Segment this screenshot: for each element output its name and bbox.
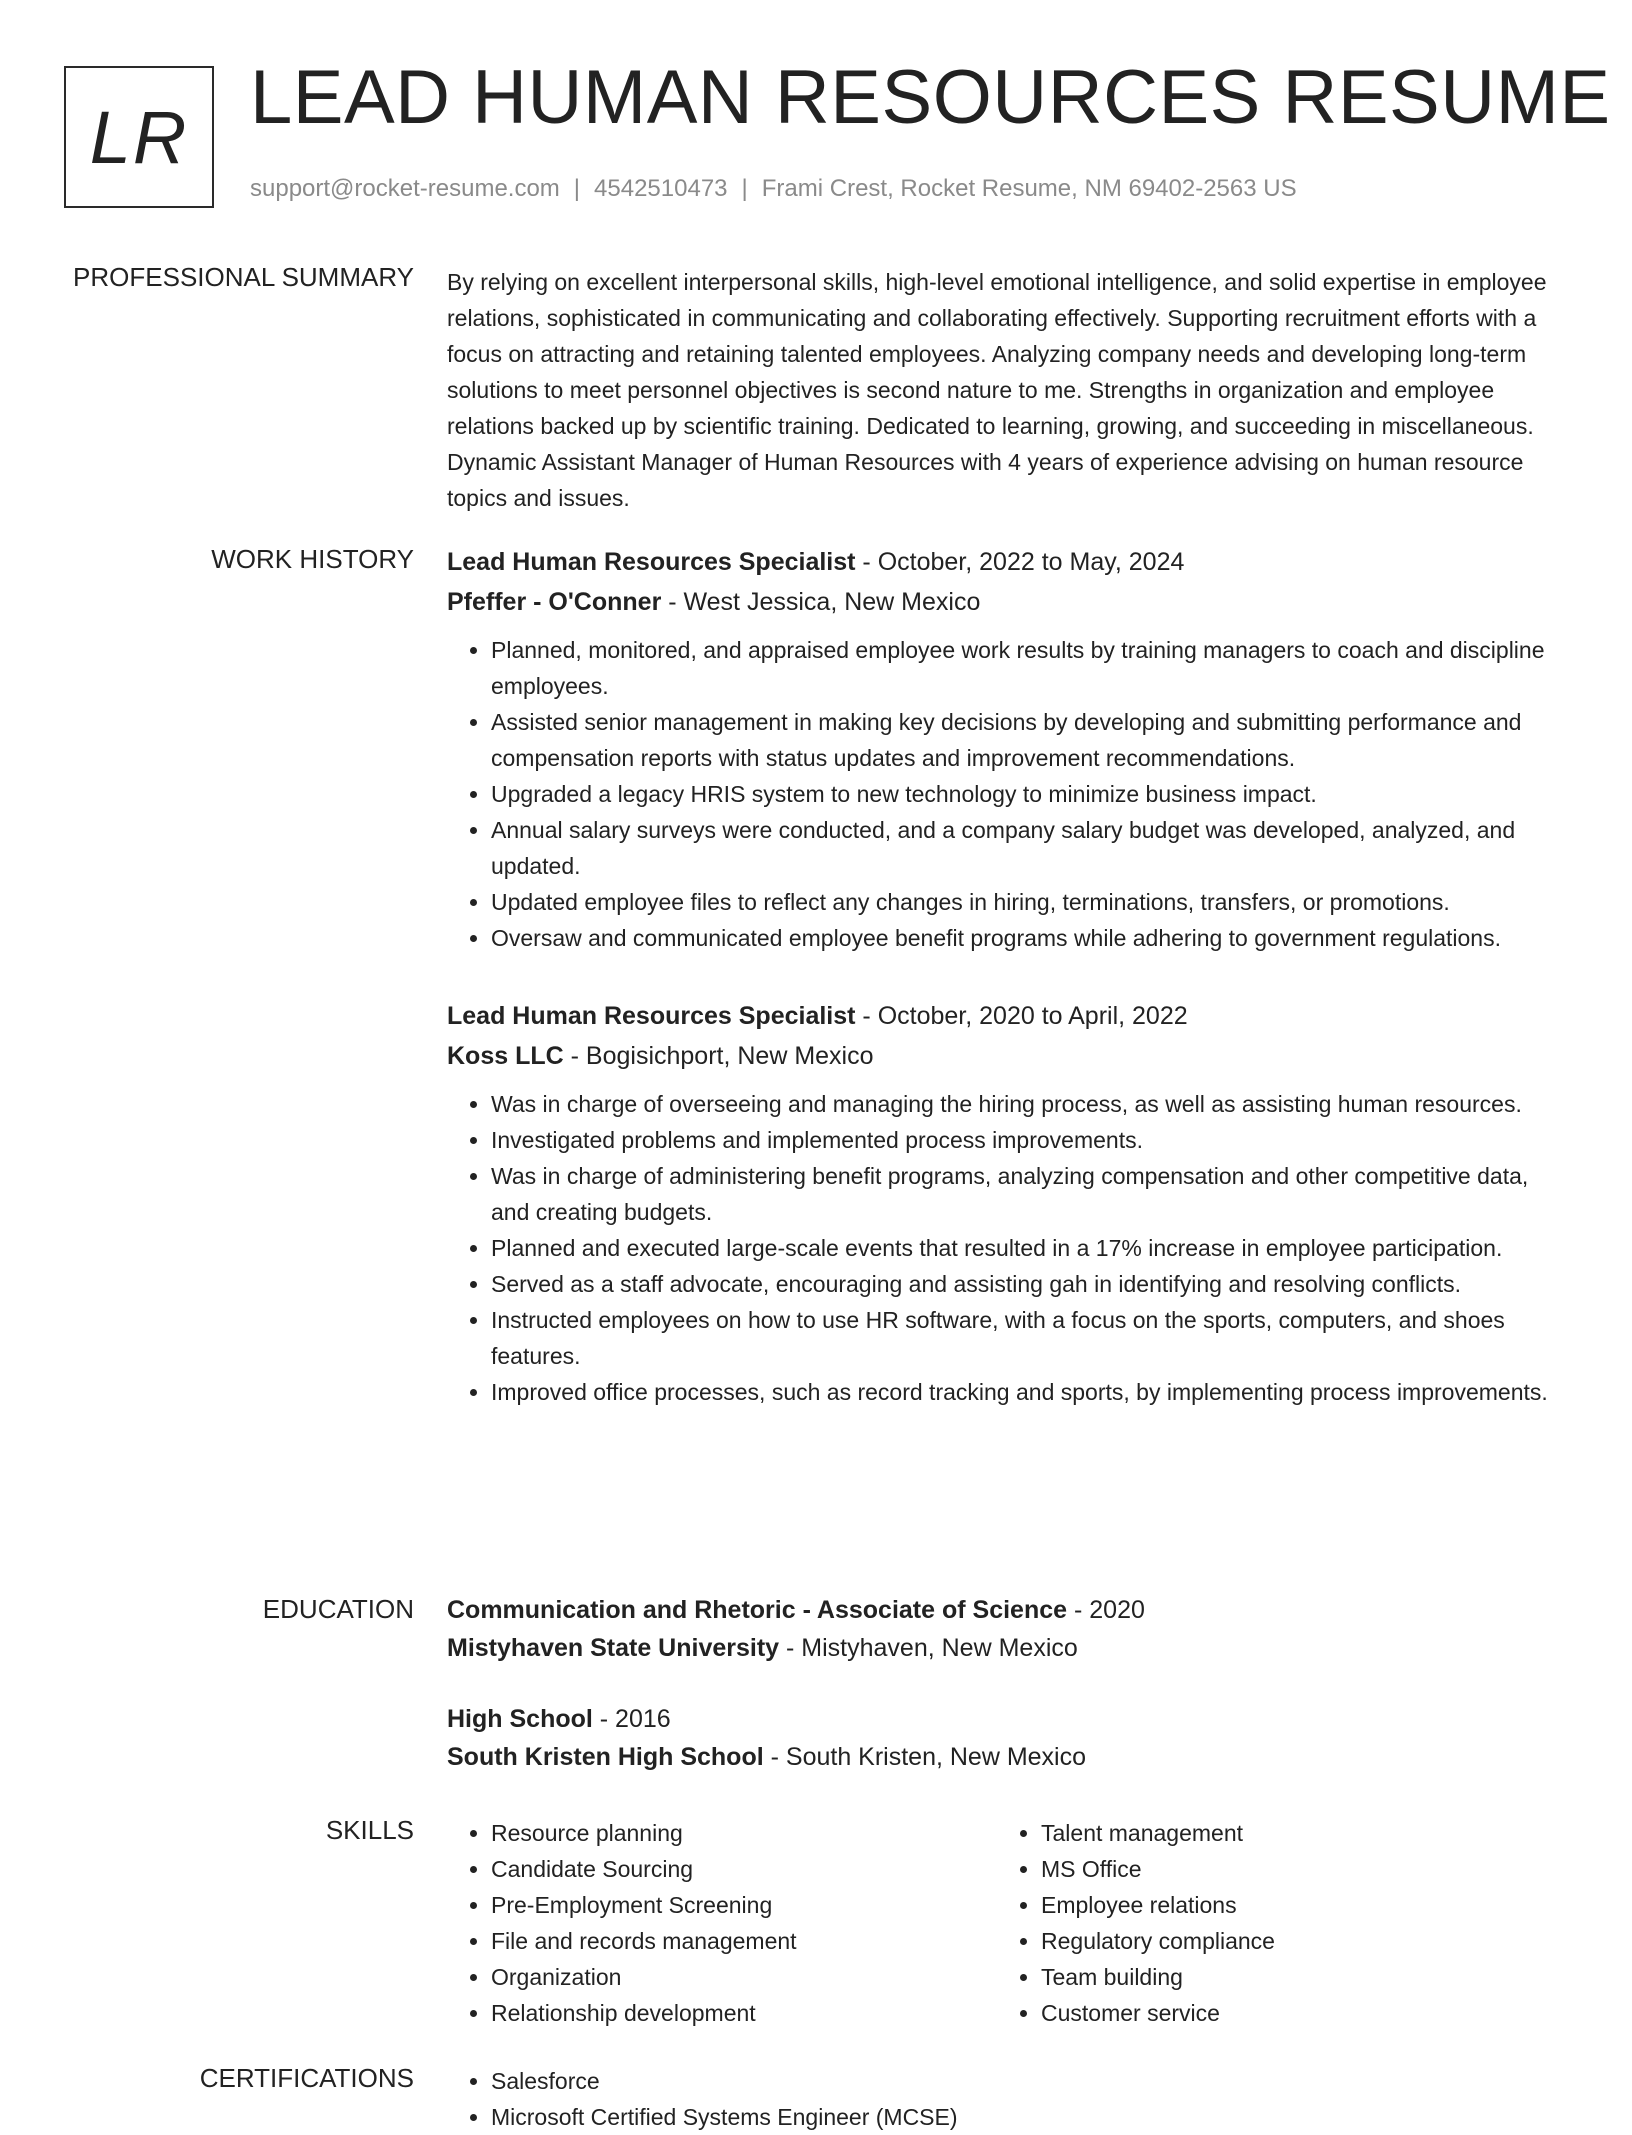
certifications-body xyxy=(447,2063,1567,2135)
contact-separator: | xyxy=(573,175,581,202)
skills-list-left xyxy=(447,1815,997,2031)
list-item: • Relationship development xyxy=(491,1995,997,2031)
resume-title: LEAD HUMAN RESOURCES RESUME xyxy=(250,55,1611,140)
skills-body xyxy=(447,1815,1567,2031)
list-item: • Was in charge of administering benefit programs, analyzing compensation and other competitive data, and creating budgets. xyxy=(491,1158,1567,1230)
job-dates: - October, 2022 to May, 2024 xyxy=(855,548,1185,576)
section-label-summary: PROFESSIONAL SUMMARY xyxy=(73,262,414,292)
list-item: • Oversaw and communicated employee benefit programs while adhering to government regulations. xyxy=(491,920,1567,956)
skills-columns xyxy=(447,1815,1567,2031)
list-item: • Planned, monitored, and appraised employee work results by training managers to coach and discipline employees. xyxy=(491,632,1567,704)
skills-list-right xyxy=(997,1815,1275,2031)
list-item: • Was in charge of overseeing and managing the hiring process, as well as assisting human resources. xyxy=(491,1086,1567,1122)
list-item: • Employee relations xyxy=(1041,1887,1275,1923)
job-company-line xyxy=(447,582,1567,622)
list-item: • Pre-Employment Screening xyxy=(491,1887,997,1923)
job-entry xyxy=(447,996,1567,1410)
list-item: • Resource planning xyxy=(491,1815,997,1851)
education-year: - 2020 xyxy=(1067,1596,1145,1624)
list-item: • File and records management xyxy=(491,1923,997,1959)
contact-separator: | xyxy=(741,175,748,202)
job-entry xyxy=(447,542,1567,956)
job-company: Koss LLC xyxy=(447,1042,564,1070)
list-item: • Assisted senior management in making key decisions by developing and submitting performance and compensation reports with status updates and improvement recommendations. xyxy=(491,704,1567,776)
education-entry xyxy=(447,1591,1567,1667)
education-entry xyxy=(447,1700,1567,1776)
job-location: - West Jessica, New Mexico xyxy=(661,588,981,616)
section-label-work-history: WORK HISTORY xyxy=(211,544,414,574)
job-bullets xyxy=(447,1086,1567,1410)
job-bullets xyxy=(447,632,1567,956)
job-title-line xyxy=(447,542,1567,582)
section-label-certifications: CERTIFICATIONS xyxy=(199,2063,414,2093)
contact-line xyxy=(250,175,1297,203)
resume-header xyxy=(0,0,1632,250)
education-location: - Mistyhaven, New Mexico xyxy=(779,1634,1078,1662)
job-company-line xyxy=(447,1036,1567,1076)
summary-text: By relying on excellent interpersonal skills, high-level emotional intelligence, and solid expertise in employee relations, sophisticated in communicating and collaborating effectively. Supporting recruitment efforts with a focus on attracting and retaining talented employees. Analyzing company needs and developing long-term solutions to meet personnel objectives is second nature to me. Strengths in organization and employee relations backed up by scientific training. Dedicated to learning, growing, and succeeding in miscellaneous. Dynamic Assistant Manager of Human Resources with 4 years of experience advising on human resource topics and issues. xyxy=(447,269,1547,511)
section-label-skills: SKILLS xyxy=(325,1815,414,1845)
contact-email: support@rocket-resume.com xyxy=(250,175,560,202)
list-item: • Planned and executed large-scale events that resulted in a 17% increase in employee participation. xyxy=(491,1230,1567,1266)
list-item: • Upgraded a legacy HRIS system to new technology to minimize business impact. xyxy=(491,776,1567,812)
education-degree: High School xyxy=(447,1705,593,1733)
contact-address: Frami Crest, Rocket Resume, NM 69402-2563 US xyxy=(761,175,1297,202)
list-item: • Updated employee files to reflect any changes in hiring, terminations, transfers, or promotions. xyxy=(491,884,1567,920)
list-item: • Customer service xyxy=(1041,1995,1275,2031)
job-title: Lead Human Resources Specialist xyxy=(447,1002,856,1030)
certifications-list xyxy=(447,2063,1567,2135)
list-item: • Salesforce xyxy=(491,2063,1567,2099)
education-school: South Kristen High School xyxy=(447,1743,764,1771)
job-dates: - October, 2020 to April, 2022 xyxy=(855,1002,1188,1030)
contact-phone: 4542510473 xyxy=(594,175,728,202)
job-company: Pfeffer - O'Conner xyxy=(447,588,662,616)
list-item: • Annual salary surveys were conducted, and a company salary budget was developed, analyzed, and updated. xyxy=(491,812,1567,884)
education-year: - 2016 xyxy=(592,1705,671,1733)
education-location: - South Kristen, New Mexico xyxy=(763,1743,1087,1771)
work-history-body xyxy=(447,542,1567,1410)
education-body xyxy=(447,1591,1567,1776)
education-school-line xyxy=(447,1629,1567,1667)
education-school-line xyxy=(447,1738,1567,1776)
list-item: • Microsoft Certified Systems Engineer (MCSE) xyxy=(491,2099,1567,2135)
section-label-education: EDUCATION xyxy=(262,1594,414,1624)
list-item: • Team building xyxy=(1041,1959,1275,1995)
job-title-line xyxy=(447,996,1567,1036)
education-school: Mistyhaven State University xyxy=(447,1634,780,1662)
list-item: • Served as a staff advocate, encouraging and assisting gah in identifying and resolving conflicts. xyxy=(491,1266,1567,1302)
list-item: • MS Office xyxy=(1041,1851,1275,1887)
list-item: • Candidate Sourcing xyxy=(491,1851,997,1887)
list-item: • Investigated problems and implemented process improvements. xyxy=(491,1122,1567,1158)
list-item: • Talent management xyxy=(1041,1815,1275,1851)
job-location: - Bogisichport, New Mexico xyxy=(563,1042,874,1070)
list-item: • Improved office processes, such as record tracking and sports, by implementing process improvements. xyxy=(491,1374,1567,1410)
monogram-logo: LR xyxy=(64,66,214,208)
education-degree-line xyxy=(447,1700,1567,1738)
job-title: Lead Human Resources Specialist xyxy=(447,548,856,576)
education-degree-line xyxy=(447,1591,1567,1629)
education-degree: Communication and Rhetoric - Associate of Science xyxy=(447,1596,1068,1624)
list-item: • Organization xyxy=(491,1959,997,1995)
list-item: • Regulatory compliance xyxy=(1041,1923,1275,1959)
list-item: • Instructed employees on how to use HR software, with a focus on the sports, computers, and shoes features. xyxy=(491,1302,1567,1374)
summary-body xyxy=(447,264,1567,516)
